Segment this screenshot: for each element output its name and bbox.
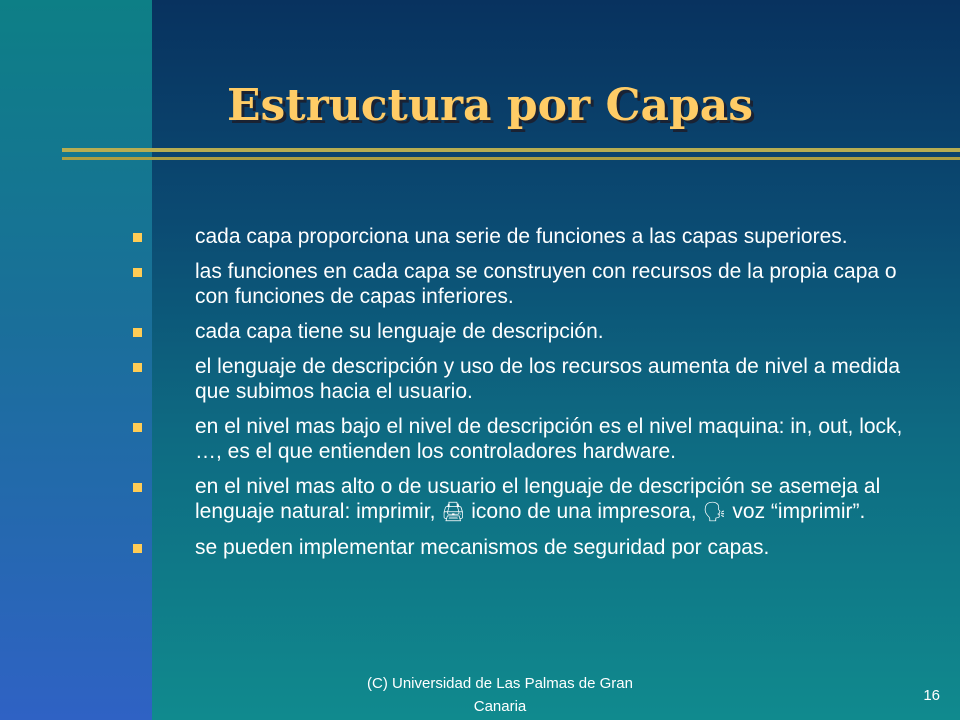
printer-icon: 🖨 [441, 502, 466, 523]
title-divider [62, 146, 960, 164]
title-divider-line-top [62, 148, 960, 152]
bullet-list [132, 224, 932, 570]
left-color-band [0, 0, 152, 720]
bullet-item [132, 414, 932, 464]
square-bullet-icon [133, 233, 142, 242]
bullet-text-with-icons [195, 474, 932, 525]
bullet-text: cada capa tiene su lenguaje de descripción. [195, 320, 604, 343]
slide-title: Estructura por Capas [226, 80, 754, 131]
square-bullet-icon [133, 268, 142, 277]
bullet-text: el lenguaje de descripción y uso de los recursos aumenta de nivel a medida que subimos hacia el usuario. [195, 355, 901, 403]
bullet-text-part-3: voz “imprimir”. [732, 500, 866, 523]
bullet-item [132, 535, 932, 560]
speaking-head-icon: 🗣 [702, 502, 727, 523]
bullet-item [132, 259, 932, 309]
square-bullet-icon [133, 328, 142, 337]
page-number: 16 [923, 687, 940, 704]
bullet-item [132, 354, 932, 404]
square-bullet-icon [133, 363, 142, 372]
square-bullet-icon [133, 483, 142, 492]
bullet-text-part-2: icono de una impresora, [471, 500, 697, 523]
bullet-item [132, 319, 932, 344]
bullet-item [132, 224, 932, 249]
bullet-text: se pueden implementar mecanismos de seguridad por capas. [195, 536, 770, 559]
bullet-item [132, 474, 932, 525]
footer-copyright: (C) Universidad de Las Palmas de Gran Canaria [367, 675, 633, 715]
square-bullet-icon [133, 544, 142, 553]
square-bullet-icon [133, 423, 142, 432]
bullet-text: cada capa proporciona una serie de funciones a las capas superiores. [195, 225, 848, 248]
bullet-text: las funciones en cada capa se construyen con recursos de la propia capa o con funciones de capas inferiores. [195, 260, 897, 308]
bullet-text: en el nivel mas bajo el nivel de descripción es el nivel maquina: in, out, lock, …, es el que entienden los controladores hardware. [195, 415, 903, 463]
title-divider-line-bottom [62, 157, 960, 160]
bullet-text-part-1: en el nivel mas alto o de usuario el lenguaje de descripción se asemeja al lenguaje natural: imprimir, [195, 475, 881, 523]
